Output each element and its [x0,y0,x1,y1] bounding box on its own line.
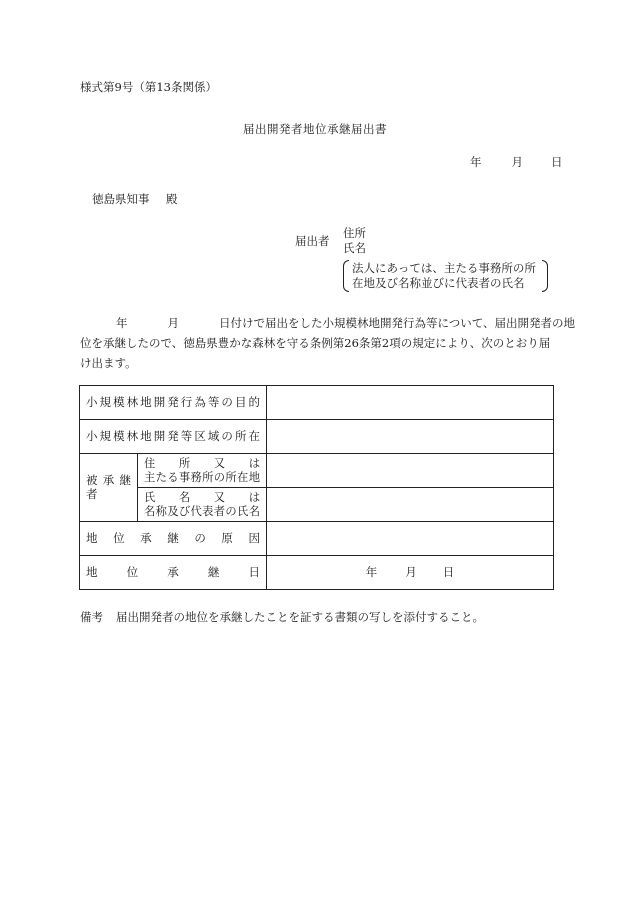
successor-address-value[interactable] [267,454,554,488]
addressee-suffix: 殿 [166,192,178,206]
successor-name-line2: 名称及び代表者の氏名 [144,504,260,518]
date-month: 月 [511,155,523,169]
applicant-address-label: 住所 [343,226,366,240]
successor-label: 被承継者 [80,454,138,522]
remarks-head: 備考 [80,610,103,624]
corporate-note-line1: 法人にあっては、主たる事務所の所 [352,261,536,275]
purpose-value[interactable] [267,386,554,420]
succession-date-value[interactable] [267,556,554,590]
corporate-note-line2: 在地及び名称並びに代表者の氏名 [352,276,525,290]
succession-cause-value[interactable] [267,522,554,556]
remarks-text: 届出開発者の地位を承継したことを証する書類の写しを添付すること。 [116,610,484,624]
left-bracket [343,260,349,292]
applicant-label: 届出者 [295,234,330,248]
location-value[interactable] [267,420,554,454]
body-paragraph [80,313,576,373]
successor-name-value[interactable] [267,488,554,522]
date-day: 日 [551,155,563,169]
document-title: 届出開発者地位承継届出書 [243,122,387,136]
successor-address-label [138,454,267,488]
table-row [80,522,554,556]
succession-month: 月 [405,564,417,579]
body-line-1 [80,313,576,333]
successor-name-label [138,488,267,522]
succession-form-table [79,385,554,590]
body-line-2: 位を承継したので、徳島県豊かな森林を守る条例第26条第2項の規定により、次のとおり届 [80,336,551,350]
succession-date-label: 地位承継日 [80,556,267,590]
table-row [80,420,554,454]
remarks [80,611,484,625]
date-year: 年 [470,155,482,169]
body-year: 年 [116,316,128,330]
corporate-note-bracket [343,260,548,292]
body-line-3: け出ます。 [80,356,137,370]
succession-cause-label: 地位承継の原因 [80,522,267,556]
right-bracket [542,260,548,292]
successor-address-line1: 住所又は [144,456,260,470]
succession-year: 年 [365,564,378,579]
table-row [80,556,554,590]
successor-name-line1: 氏名又は [144,490,260,504]
purpose-label: 小規模林地開発行為等の目的 [80,386,267,420]
form-number: 様式第9号（第13条関係） [80,80,217,94]
body-line1-rest: 日付けで届出をした小規模林地開発行為等について、届出開発者の地 [219,316,576,330]
table-row [80,454,554,488]
body-month: 月 [167,316,179,330]
succession-day: 日 [442,564,455,579]
successor-address-line2: 主たる事務所の所在地 [144,470,260,484]
location-label: 小規模林地開発等区域の所在 [80,420,267,454]
table-row [80,488,554,522]
submission-date [470,156,563,170]
addressee-name: 徳島県知事 [92,192,150,206]
applicant-name-label: 氏名 [343,241,366,255]
table-row [80,386,554,420]
